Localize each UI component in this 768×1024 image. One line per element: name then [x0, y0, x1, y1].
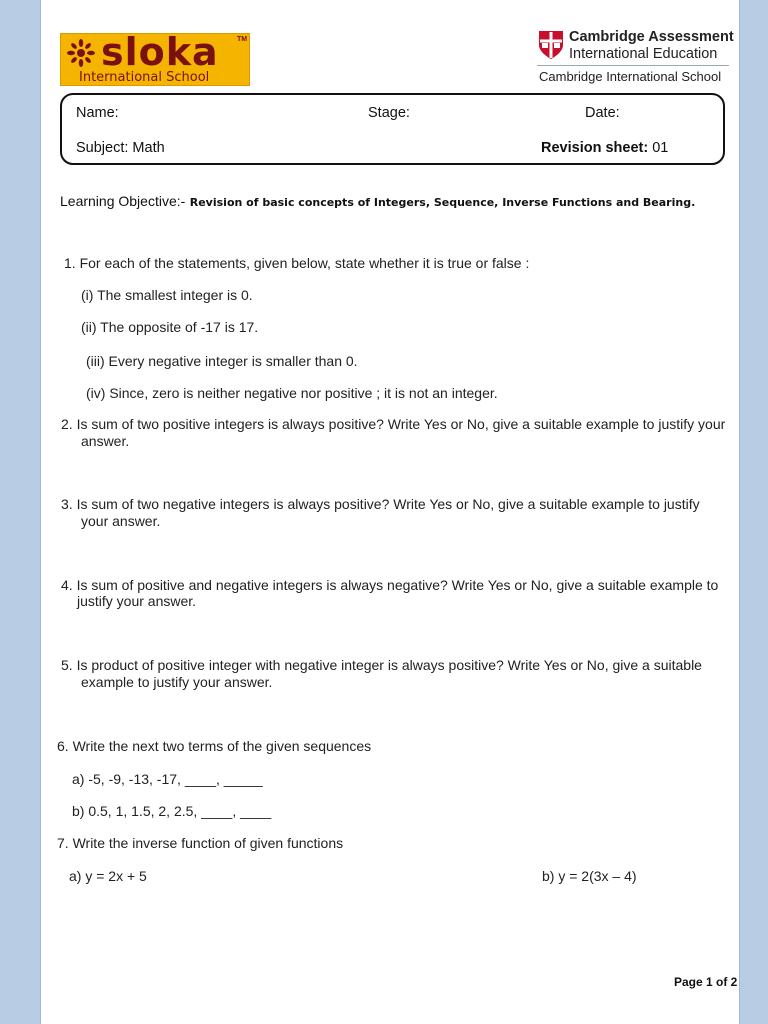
cambridge-shield-icon [538, 30, 564, 60]
question-2-line-2: answer. [81, 433, 130, 449]
question-4-line-1: 4. Is sum of positive and negative integers is always negative? Write Yes or No, give a suitable example to [61, 577, 719, 593]
question-3-line-1: 3. Is sum of two negative integers is always positive? Write Yes or No, give a suitable example to justify [61, 496, 700, 512]
subject-label: Subject: Math [76, 140, 165, 156]
revision-sheet-number: 01 [652, 140, 669, 156]
question-1-part-ii: (ii) The opposite of -17 is 17. [81, 319, 259, 335]
sloka-logo [60, 30, 250, 86]
question-1-number: 1. [64, 255, 76, 271]
question-1-part-iv: (iv) Since, zero is neither negative nor positive ; it is not an integer. [86, 385, 498, 401]
question-6-part-a: a) -5, -9, -13, -17, ____, _____ [72, 771, 263, 787]
worksheet-page [40, 0, 740, 1024]
question-1-text: For each of the statements, given below, state whether it is true or false : [79, 255, 530, 271]
learning-objective [60, 193, 695, 211]
cambridge-divider [537, 65, 729, 66]
date-field-label: Date: [585, 105, 620, 121]
question-5-line-1: 5. Is product of positive integer with negative integer is always positive? Write Yes or No, give a suitable [61, 657, 702, 673]
question-3-line-2: your answer. [81, 513, 161, 529]
question-2-line-1: 2. Is sum of two positive integers is always positive? Write Yes or No, give a suitable example to justify your [61, 416, 726, 432]
cambridge-school-label: Cambridge International School [539, 69, 722, 84]
question-7-part-a: a) y = 2x + 5 [69, 868, 147, 884]
question-1-part-iii: (iii) Every negative integer is smaller than 0. [86, 353, 358, 369]
question-1 [64, 255, 529, 271]
sloka-school-name: International School [79, 70, 210, 85]
question-7: 7. Write the inverse function of given functions [57, 835, 344, 851]
sloka-wordmark: sloka [101, 30, 219, 74]
sloka-trademark: TM [237, 36, 248, 43]
cambridge-title: Cambridge Assessment [569, 29, 734, 45]
cambridge-subtitle: International Education [569, 46, 718, 62]
sloka-flower-icon [65, 38, 97, 68]
page-number: Page 1 of 2 [674, 975, 738, 989]
revision-sheet-label [541, 140, 668, 156]
question-4-line-2: justify your answer. [77, 593, 197, 609]
learning-objective-text: Revision of basic concepts of Integers, Sequence, Inverse Functions and Bearing. [189, 196, 696, 209]
stage-field-label: Stage: [368, 105, 410, 121]
learning-objective-label: Learning Objective:- [60, 193, 186, 209]
question-6-part-b: b) 0.5, 1, 1.5, 2, 2.5, ____, ____ [72, 803, 272, 819]
question-7-part-b: b) y = 2(3x – 4) [542, 868, 637, 884]
name-field-label: Name: [76, 105, 119, 121]
question-5-line-2: example to justify your answer. [81, 674, 273, 690]
revision-sheet-title: Revision sheet: [541, 140, 649, 156]
question-1-part-i: (i) The smallest integer is 0. [81, 287, 253, 303]
question-6: 6. Write the next two terms of the given sequences [57, 738, 372, 754]
